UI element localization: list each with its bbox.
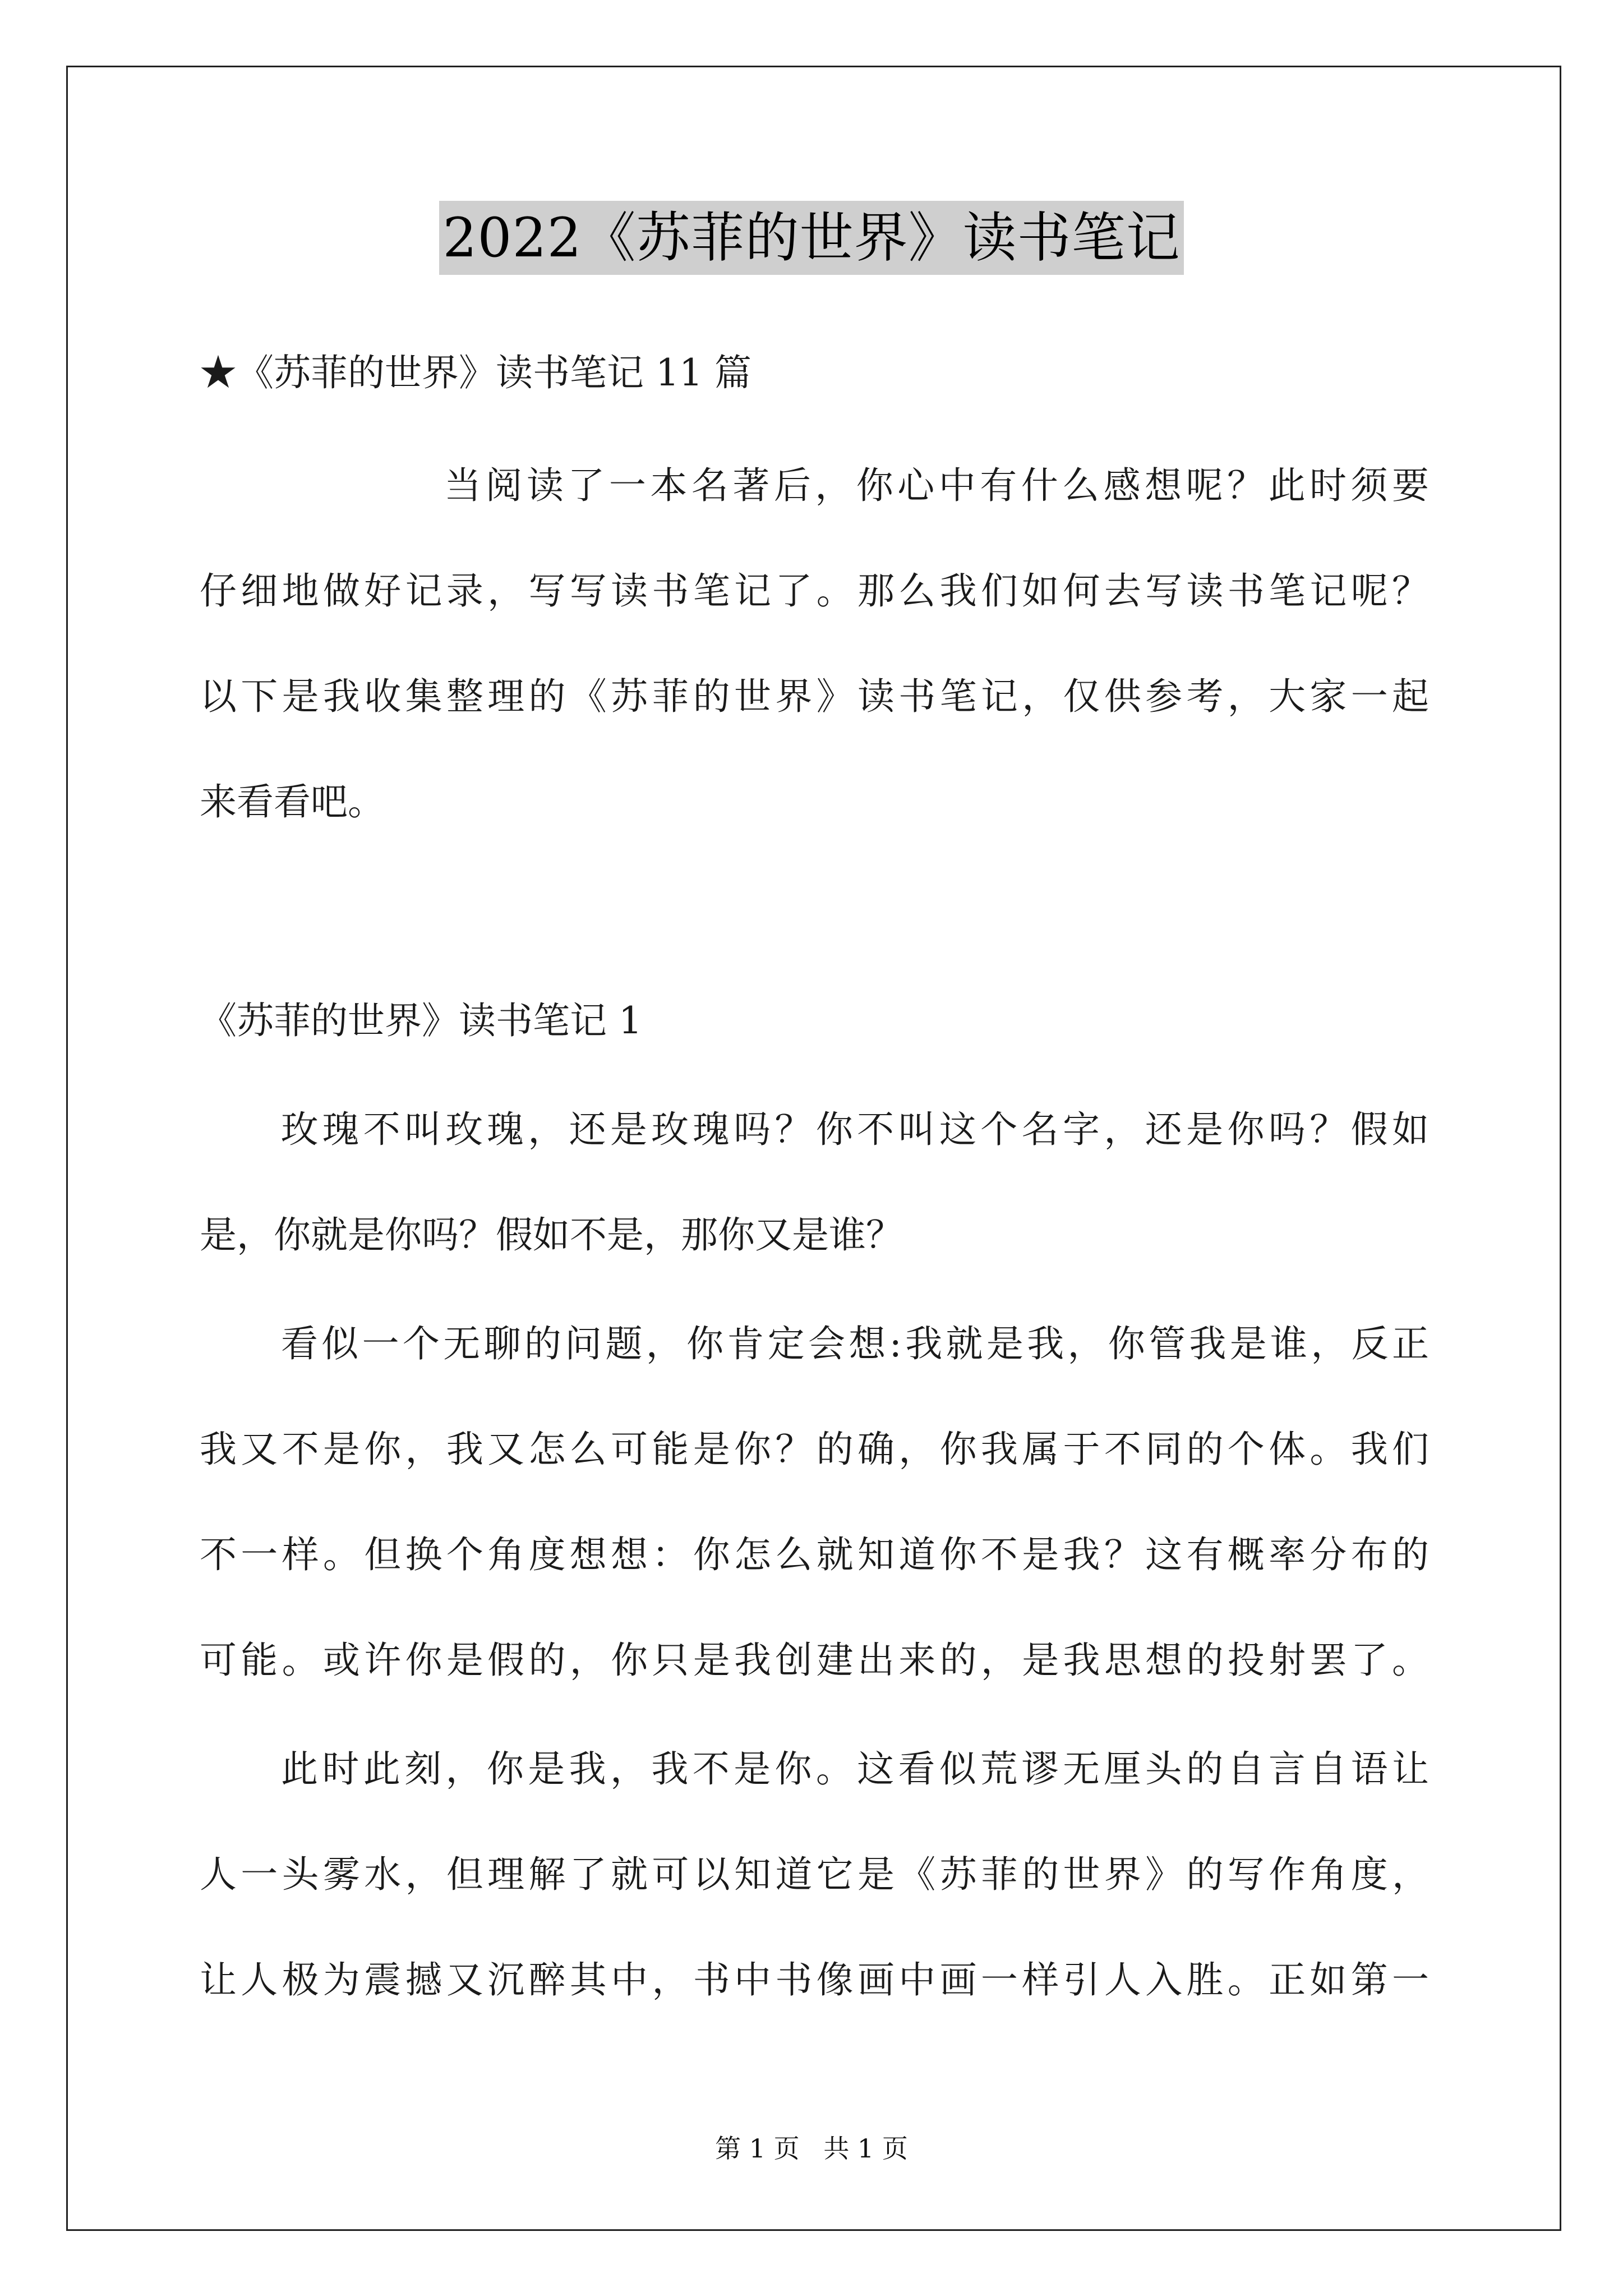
- section-heading: 《苏菲的世界》读书笔记 1: [200, 999, 642, 1042]
- intro-line-4: 来看看吧。: [200, 780, 385, 823]
- paragraph1-line-2: 是，你就是你吗？假如不是，那你又是谁？: [200, 1213, 903, 1257]
- intro-line-1: 当阅读了一本名著后，你心中有什么感想呢？此时须要: [444, 464, 1429, 507]
- document-title: 2022《苏菲的世界》读书笔记: [439, 201, 1183, 275]
- paragraph2-line-1: 看似一个无聊的问题，你肯定会想:我就是我，你管我是谁，反正: [281, 1322, 1429, 1365]
- paragraph3-line-3: 让人极为震撼又沉醉其中，书中书像画中画一样引人入胜。正如第一: [200, 1958, 1429, 2001]
- title-container: [0, 201, 1623, 275]
- paragraph2-line-3: 不一样。但换个角度想想：你怎么就知道你不是我？这有概率分布的: [200, 1533, 1429, 1576]
- intro-line-3: 以下是我收集整理的《苏菲的世界》读书笔记，仅供参考，大家一起: [200, 675, 1429, 718]
- page-number-total: 共 1 页: [823, 2133, 908, 2164]
- paragraph3-line-1: 此时此刻，你是我，我不是你。这看似荒谬无厘头的自言自语让: [281, 1747, 1429, 1791]
- intro-line-2: 仔细地做好记录，写写读书笔记了。那么我们如何去写读书笔记呢？: [200, 569, 1429, 613]
- paragraph2-line-2: 我又不是你，我又怎么可能是你？的确，你我属于不同的个体。我们: [200, 1428, 1429, 1471]
- paragraph1-line-1: 玫瑰不叫玫瑰，还是玫瑰吗？你不叫这个名字，还是你吗？假如: [281, 1108, 1429, 1151]
- paragraph2-line-4: 可能。或许你是假的，你只是我创建出来的，是我思想的投射罢了。: [200, 1639, 1429, 1682]
- paragraph3-line-2: 人一头雾水，但理解了就可以知道它是《苏菲的世界》的写作角度，: [200, 1853, 1429, 1896]
- subtitle: ★《苏菲的世界》读书笔记 11 篇: [200, 351, 751, 394]
- page-footer: [0, 2132, 1623, 2165]
- page-number-current: 第 1 页: [715, 2133, 800, 2164]
